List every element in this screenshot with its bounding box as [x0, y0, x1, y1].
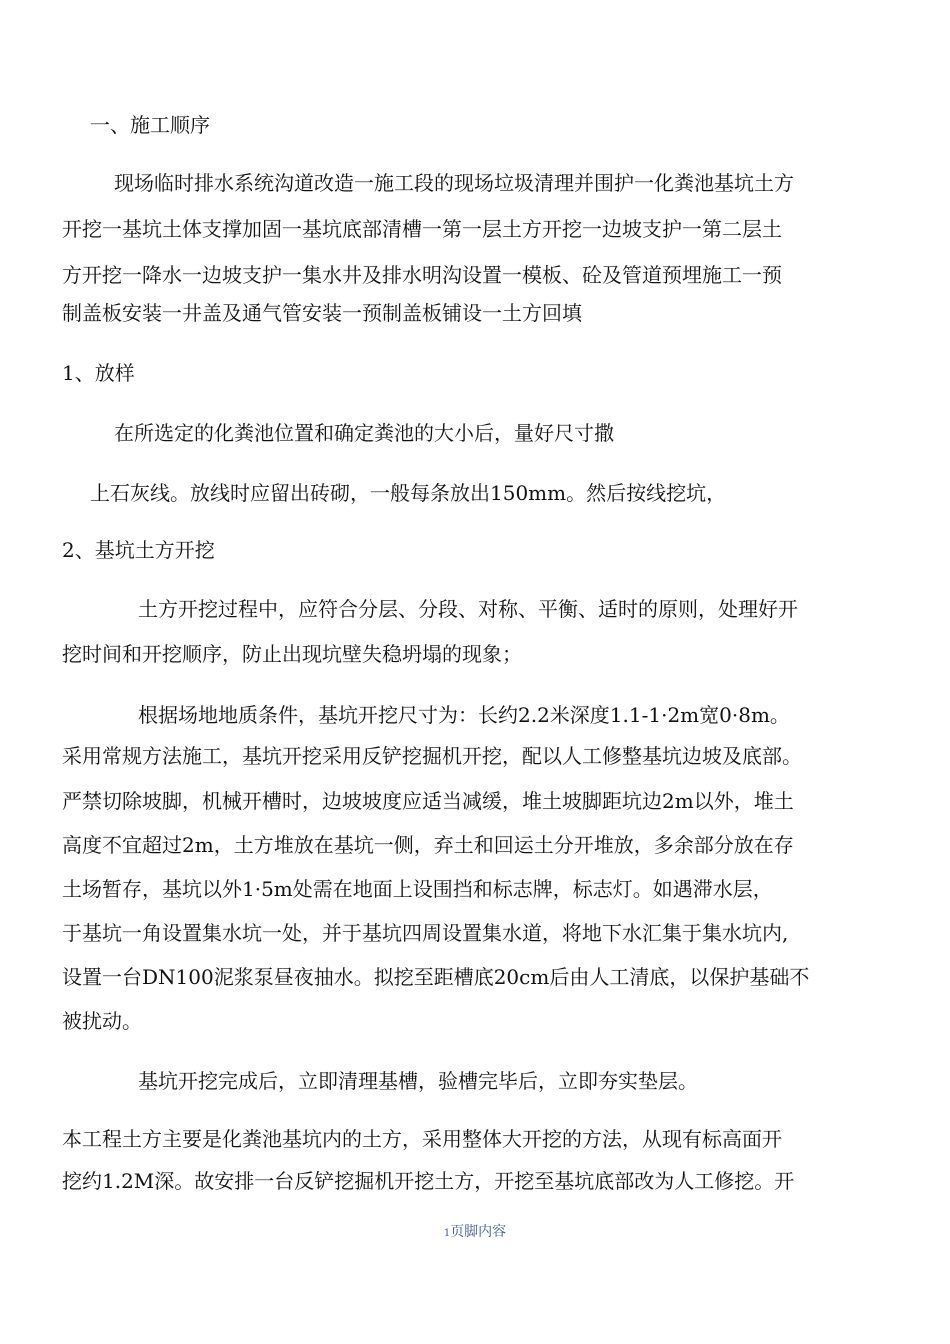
- sequence-line-2: 开挖一基坑土体支撑加固一基坑底部清槽一第一层土方开挖一边坡支护一第二层土: [62, 217, 782, 241]
- heading-construction-sequence: 一、施工顺序: [90, 113, 210, 137]
- section-2-para-2-line-6: 于基坑一角设置集水坑一处，并于基坑四周设置集水道，将地下水汇集于集水坑内,: [62, 921, 789, 945]
- section-2-title: 2、基坑土方开挖: [62, 538, 215, 562]
- sequence-line-4: 制盖板安装一井盖及通气管安装一预制盖板铺设一土方回填: [62, 301, 582, 325]
- section-2-para-4-line-1: 本工程土方主要是化粪池基坑内的土方，采用整体大开挖的方法，从现有标高面开: [62, 1127, 782, 1151]
- section-2-para-1-line-1: 土方开挖过程中，应符合分层、分段、对称、平衡、适时的原则，处理好开: [138, 597, 798, 621]
- section-1-line-2: 上石灰线。放线时应留出砖砌，一般每条放出150mm。然后按线挖坑，: [90, 481, 727, 505]
- section-2-para-4-line-2: 挖约1.2M深。故安排一台反铲挖掘机开挖土方，开挖至基坑底部改为人工修挖。开: [62, 1169, 795, 1193]
- section-2-para-2-line-3: 严禁切除坡脚，机械开槽时，边坡坡度应适当减缓，堆土坡脚距坑边2m以外，堆土: [62, 789, 794, 813]
- section-2-para-2-line-7: 设置一台DN100泥浆泵昼夜抽水。拟挖至距槽底20cm后由人工清底，以保护基础不: [62, 965, 810, 989]
- section-2-para-2-line-5: 土场暂存，基坑以外1·5m处需在地面上设围挡和标志牌，标志灯。如遇滞水层，: [62, 877, 773, 901]
- section-1-title: 1、放样: [62, 361, 135, 385]
- section-2-para-2-line-8: 被扰动。: [62, 1009, 142, 1033]
- section-2-para-2-line-2: 采用常规方法施工，基坑开挖采用反铲挖掘机开挖，配以人工修整基坑边坡及底部。: [62, 744, 802, 768]
- page-footer: [0, 1223, 950, 1243]
- section-2-para-2-line-1: 根据场地地质条件，基坑开挖尺寸为：长约2.2米深度1.1-1·2m宽0·8m。: [138, 703, 790, 727]
- sequence-line-1: 现场临时排水系统沟道改造一施工段的现场垃圾清理并围护一化粪池基坑土方: [114, 171, 794, 195]
- page-number: 1: [443, 1228, 451, 1239]
- footer-text: 页脚内容: [450, 1224, 507, 1240]
- section-1-line-1: 在所选定的化粪池位置和确定粪池的大小后，量好尺寸撒: [114, 421, 614, 445]
- section-2-para-1-line-2: 挖时间和开挖顺序，防止出现坑壁失稳坍塌的现象；: [62, 642, 522, 666]
- section-2-para-2-line-4: 高度不宜超过2m，土方堆放在基坑一侧，弃土和回运土分开堆放，多余部分放在存: [62, 833, 794, 857]
- sequence-line-3: 方开挖一降水一边坡支护一集水井及排水明沟设置一模板、砼及管道预埋施工一预: [62, 263, 782, 287]
- section-2-para-3: 基坑开挖完成后，立即清理基槽，验槽完毕后，立即夯实垫层。: [138, 1069, 698, 1093]
